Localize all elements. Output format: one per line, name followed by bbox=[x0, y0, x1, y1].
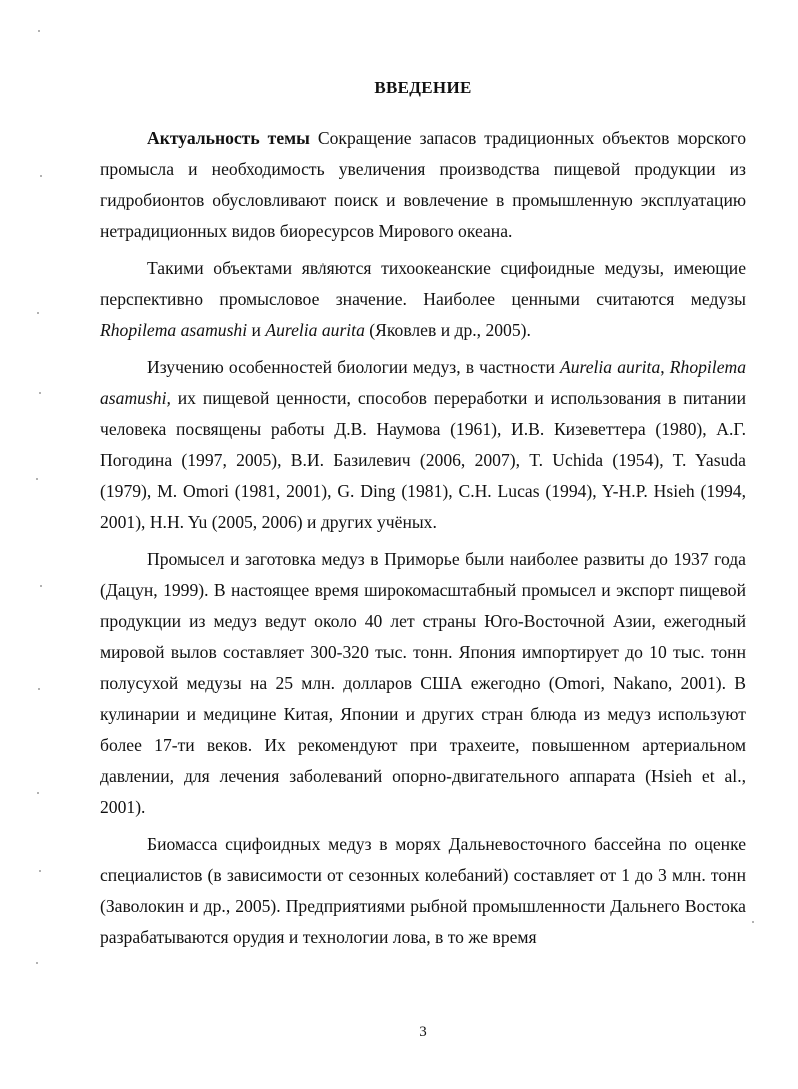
species-name: Rhopilema asamushi, bbox=[100, 357, 747, 408]
relevance-lead: Актуальность темы bbox=[147, 128, 310, 148]
species-name: Aurelia aurita bbox=[265, 320, 365, 340]
paragraph-biomass: Биомасса сцифоидных медуз в морях Дальневосточного бассейна по оценке специалистов (в зависимости от сезонных колебаний) составляет от 1 до 3 млн. тонн (Заволокин и др., 2005). Предприятиями рыбной промышленности Дальнего Востока разрабатываются орудия и технологии лова, в то же время bbox=[100, 834, 746, 947]
species-name: Aurelia aurita bbox=[559, 357, 661, 377]
paragraph-relevance bbox=[100, 123, 746, 247]
paragraph-text: (Яковлев и др., 2005). bbox=[364, 320, 531, 340]
paragraph-text: , bbox=[660, 357, 670, 377]
paragraph-text: и bbox=[247, 320, 266, 340]
paragraph-jellyfish-objects bbox=[100, 253, 746, 346]
paragraph-text: Такими объектами являются тихоокеанские сцифоидные медузы, имеющие перспективно промысловое значение. Наиболее ценными считаются медузы bbox=[100, 258, 746, 309]
scan-speck bbox=[40, 175, 42, 177]
scan-speck bbox=[39, 870, 41, 872]
paragraph-text: Изучению особенностей биологии медуз, в частности bbox=[147, 357, 560, 377]
scan-speck bbox=[37, 792, 39, 794]
scan-speck bbox=[38, 30, 40, 32]
page-number: 3 bbox=[419, 1024, 427, 1040]
document-body bbox=[100, 123, 746, 959]
paragraph-text: Сокращение запасов традиционных объектов морского промысла и необходимость увеличения производства пищевой продукции из гидробионтов обусловливают поиск и вовлечение в промышленную эксплуатацию нетрадиционных видов биоресурсов Мирового океана. bbox=[100, 128, 746, 241]
scan-speck bbox=[39, 392, 41, 394]
scan-speck bbox=[752, 921, 754, 923]
scan-speck bbox=[36, 478, 38, 480]
paragraph-research bbox=[100, 352, 746, 538]
paragraph-text: их пищевой ценности, способов переработки и использования в питании человека посвящены работы Д.В. Наумова (1961), И.В. Кизеветтера (1980), А.Г. Погодина (1997, 2005), В.И. Базилевич (2006, 2007), T. Uchida (1954), T. Yasuda (1979), M. Omori (1981, 2001), G. Ding (1981), C.H. Lucas (1994), Y-H.P. Hsieh (1994, 2001), H.H. Yu (2005, 2006) и других учёных. bbox=[100, 388, 746, 532]
page-title: ВВЕДЕНИЕ bbox=[374, 78, 472, 97]
scan-speck bbox=[36, 962, 38, 964]
paragraph-fishery: Промысел и заготовка медуз в Приморье были наиболее развиты до 1937 года (Дацун, 1999). В настоящее время широкомасштабный промысел и экспорт пищевой продукции из медуз ведут около 40 лет страны Юго-Восточной Азии, ежегодный мировой вылов составляет 300-320 тыс. тонн. Япония импортирует до 10 тыс. тонн полусухой медузы на 25 млн. долларов США ежегодно (Omori, Nakano, 2001). В кулинарии и медицине Китая, Японии и других стран блюда из медуз используют более 17-ти веков. Их рекомендуют при трахеите, повышенном артериальном давлении, для лечения заболеваний опорно-двигательного аппарата (Hsieh et al., 2001). bbox=[100, 549, 746, 817]
scan-speck bbox=[40, 585, 42, 587]
species-name: Rhopilema asamushi bbox=[100, 320, 248, 340]
scan-speck bbox=[37, 312, 39, 314]
scan-speck bbox=[38, 688, 40, 690]
